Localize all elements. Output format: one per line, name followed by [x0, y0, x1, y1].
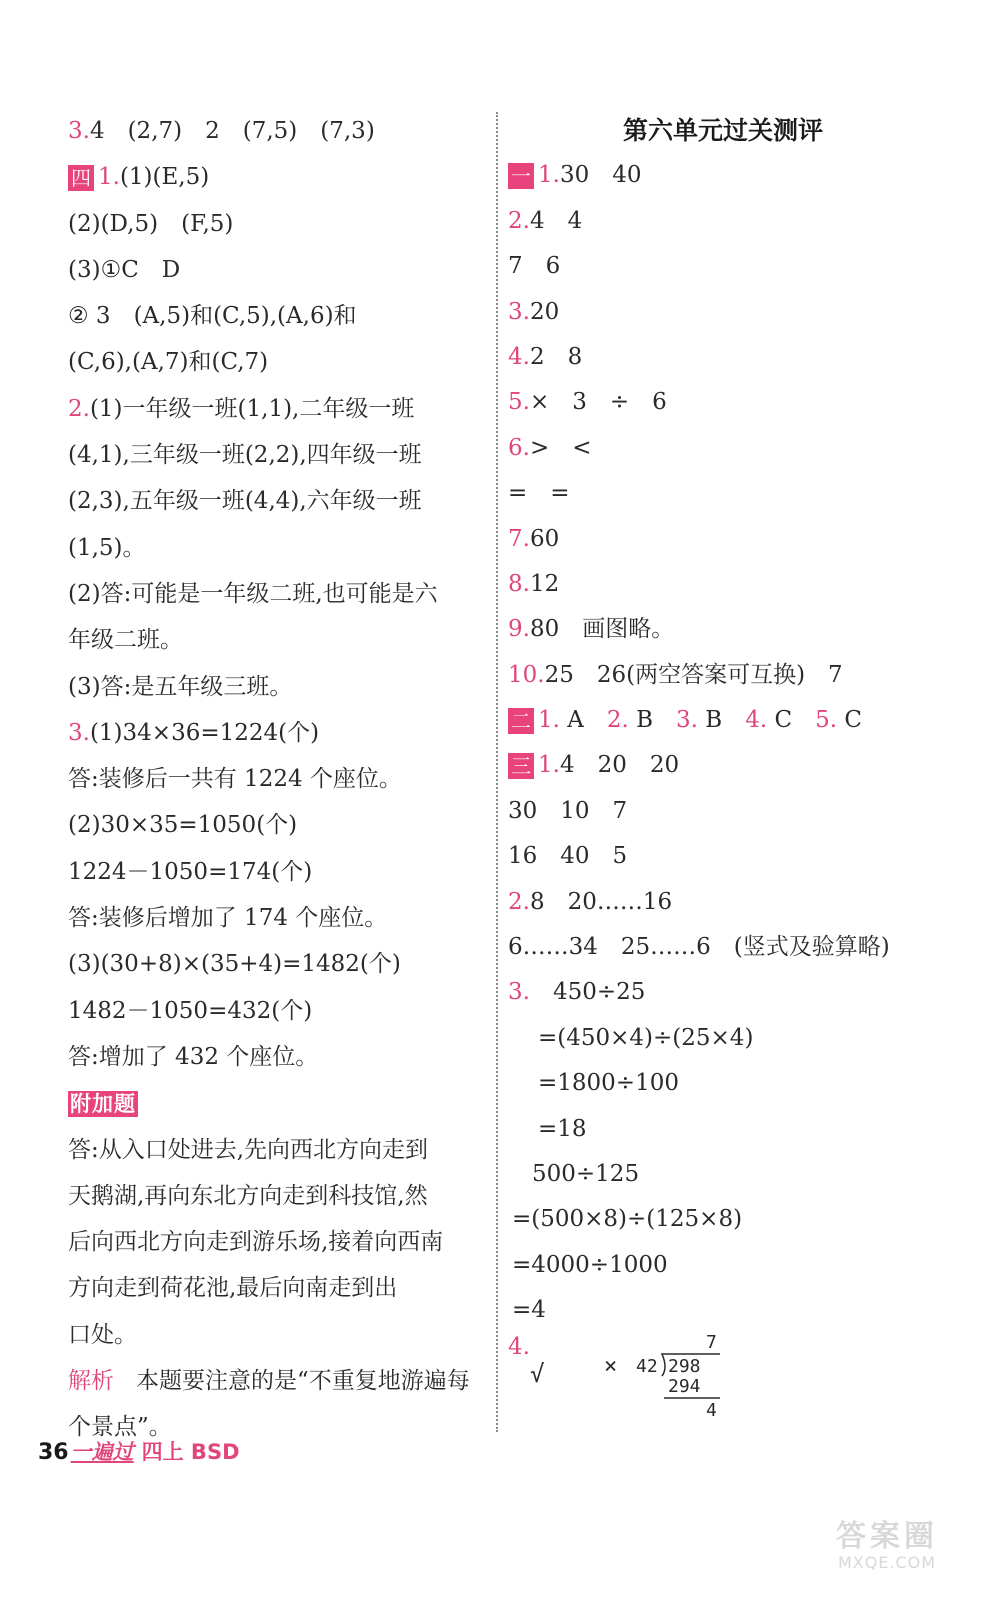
answer-text: 答:增加了 432 个座位。 [68, 1043, 319, 1070]
answer-line [508, 562, 988, 607]
answer-text: 答:装修后增加了 174 个座位。 [68, 905, 388, 932]
section-badge: 二 [508, 708, 534, 734]
answer-text: =18 [538, 1115, 587, 1142]
question-number: 6. [508, 434, 530, 461]
answer-text: 4 20 20 [559, 752, 680, 779]
watermark-title: 答案圈 [836, 1519, 938, 1554]
answer-text: (1)一年级一班(1,1),二年级一班 [89, 395, 415, 422]
question-number: 3. [508, 298, 530, 325]
answer-text: 80 画图略。 [529, 616, 675, 643]
grade-label: 四上 BSD [141, 1440, 240, 1464]
analysis-label: 解析 [68, 1368, 114, 1395]
answer-line [508, 153, 988, 198]
answer-text: 年级二班。 [68, 627, 183, 654]
answer-line [68, 802, 493, 848]
section-title: 第六单元过关测评 [622, 116, 823, 145]
answer-text: × 3 ÷ 6 [529, 389, 667, 416]
answer-text: 25 26(两空答案可互换) 7 [544, 661, 843, 688]
answer-text: (1)(E,5) [119, 164, 210, 191]
cross-mark: × [604, 1353, 618, 1379]
watermark-url: MXQE.COM [837, 1553, 937, 1572]
brand-logo: 一遍过 [70, 1440, 134, 1464]
answer-line [68, 895, 493, 941]
answer-line [508, 426, 988, 471]
division-divisor: 42 [636, 1355, 658, 1377]
answer-text: (3)(30+8)×(35+4)=1482(个) [68, 951, 401, 978]
answer-line [68, 941, 493, 987]
answer-text: 450÷25 [529, 979, 646, 1006]
answer-text: 本题要注意的是“不重复地游遍每 [136, 1368, 470, 1395]
answer-line [508, 290, 988, 335]
question-number: 3. [508, 979, 530, 1006]
answer-text: 500÷125 [532, 1160, 640, 1187]
answer-line [68, 664, 493, 710]
answer-text: 4 4 [529, 207, 583, 234]
answer-line [68, 617, 493, 663]
question-number: 5. [508, 389, 530, 416]
answer-line [508, 1243, 988, 1288]
answer-text: 20 [529, 298, 560, 325]
answer-text: (C,6),(A,7)和(C,7) [68, 349, 269, 376]
answer-line [508, 1061, 988, 1106]
answer-text: (3)①C D [68, 256, 181, 283]
answer-line [508, 834, 988, 879]
answer-text: ② 3 (A,5)和(C,5),(A,6)和 [68, 303, 357, 330]
answer-line [68, 154, 493, 200]
answer-text: 个景点”。 [68, 1414, 172, 1441]
answer-line [508, 970, 988, 1015]
bonus-question-badge: 附加题 [70, 1092, 136, 1117]
answer-line [508, 1152, 988, 1197]
answer-text: (1,5)。 [68, 534, 146, 561]
answer-text: 口处。 [68, 1321, 137, 1348]
answer-line [68, 710, 493, 756]
answer-line [68, 1358, 493, 1404]
answer-text: 方向走到荷花池,最后向南走到出 [68, 1275, 398, 1302]
answer-line [68, 1219, 493, 1265]
page-number: 36 [38, 1440, 69, 1465]
question-4-block [508, 1331, 988, 1424]
answer-line [508, 653, 988, 698]
answer-line [68, 525, 493, 571]
question-number: 7. [508, 525, 530, 552]
answer-text: 2 8 [529, 343, 583, 370]
answer-line [508, 925, 988, 970]
answer-line [68, 201, 493, 247]
answer-text: =1800÷100 [538, 1070, 679, 1097]
question-number: 9. [508, 616, 530, 643]
long-division [634, 1328, 754, 1420]
answer-line [508, 880, 988, 925]
answer-line [68, 571, 493, 617]
question-4-number: 4. [508, 1333, 530, 1360]
answer-line [68, 386, 493, 432]
answer-text: 30 10 7 [508, 797, 628, 824]
answer-line [508, 471, 988, 516]
answer-text: 16 40 5 [508, 843, 628, 870]
question-number: 3. [68, 118, 90, 144]
page-footer [38, 1436, 240, 1468]
answer-text: 7 6 [508, 253, 561, 280]
answer-text: 答:装修后一共有 1224 个座位。 [68, 766, 402, 793]
answer-line [508, 199, 988, 244]
division-quotient: 7 [706, 1331, 717, 1353]
answer-line [508, 1197, 988, 1242]
answer-line [508, 1016, 988, 1061]
answer-line [508, 1107, 988, 1152]
answer-text: 8 20……16 [529, 888, 673, 915]
answer-line [68, 849, 493, 895]
answer-line [508, 789, 988, 834]
answer-text: (4,1),三年级一班(2,2),四年级一班 [68, 442, 422, 469]
answer-line [68, 432, 493, 478]
answer-line [68, 1312, 493, 1358]
answer-line [508, 380, 988, 425]
answer-line [68, 247, 493, 293]
answer-text: 后向西北方向走到游乐场,接着向西南 [68, 1229, 444, 1256]
question-number: 4. [508, 343, 530, 370]
multiple-choice-answers: 1. A 2. B 3. B 4. C 5. C [538, 707, 862, 734]
answer-line [68, 108, 493, 154]
answer-text: 1482－1050=432(个) [68, 997, 313, 1024]
answer-line [508, 607, 988, 652]
answer-text: > < [529, 434, 592, 461]
answer-text: = = [508, 480, 570, 507]
check-mark: √ [530, 1359, 545, 1388]
answer-text: (1)34×36=1224(个) [89, 719, 320, 746]
answer-text: 答:从入口处进去,先向西北方向走到 [68, 1136, 429, 1163]
column-divider [496, 112, 498, 1432]
question-number: 1. [98, 164, 120, 191]
answer-line [508, 335, 988, 380]
answer-line [68, 988, 493, 1034]
question-number: 10. [508, 661, 545, 688]
answer-line [508, 698, 988, 743]
question-number: 2. [68, 395, 90, 422]
answer-line [68, 1080, 493, 1126]
answer-text: =(500×8)÷(125×8) [512, 1206, 743, 1233]
answer-line [508, 517, 988, 562]
question-number: 8. [508, 570, 530, 597]
answer-line [68, 756, 493, 802]
answer-line [508, 244, 988, 289]
answer-text: (2)答:可能是一年级二班,也可能是六 [68, 580, 438, 607]
answer-line [68, 1034, 493, 1080]
answer-text: 1224－1050=174(个) [68, 858, 313, 885]
answer-line [508, 743, 988, 788]
division-remainder: 4 [706, 1399, 717, 1420]
answer-text: =4000÷1000 [512, 1251, 668, 1278]
answer-text: (2,3),五年级一班(4,4),六年级一班 [68, 488, 422, 515]
answer-text: (2)30×35=1050(个) [68, 812, 298, 839]
answer-text: 天鹅湖,再向东北方向走到科技馆,然 [68, 1182, 428, 1209]
question-number: 2. [508, 888, 530, 915]
section-badge: 三 [508, 753, 534, 779]
answer-line [68, 478, 493, 524]
answer-text: 4 (2,7) 2 (7,5) (7,3) [89, 118, 375, 144]
answer-line [68, 1265, 493, 1311]
answer-line [68, 339, 493, 385]
watermark-logo [802, 1520, 972, 1576]
section-badge: 四 [68, 165, 94, 191]
division-dividend: 298 [668, 1355, 701, 1377]
answer-line [68, 1127, 493, 1173]
answer-text: 60 [529, 525, 560, 552]
question-number: 1. [538, 752, 560, 779]
question-number: 3. [68, 719, 90, 746]
question-number: 2. [508, 207, 530, 234]
question-number: 1. [538, 162, 560, 189]
answer-text: (3)答:是五年级三班。 [68, 673, 293, 700]
answer-text: 12 [529, 570, 560, 597]
left-column [68, 108, 493, 1451]
answer-text: =4 [512, 1297, 546, 1324]
answer-text: 6……34 25……6 (竖式及验算略) [508, 934, 890, 961]
answer-text: 30 40 [559, 162, 642, 189]
answer-text: (2)(D,5) (F,5) [68, 210, 234, 237]
answer-line [68, 293, 493, 339]
answer-line [68, 1173, 493, 1219]
right-column [508, 108, 988, 1424]
section-badge: 一 [508, 163, 534, 189]
division-product: 294 [668, 1375, 701, 1397]
answer-text: =(450×4)÷(25×4) [538, 1024, 754, 1051]
